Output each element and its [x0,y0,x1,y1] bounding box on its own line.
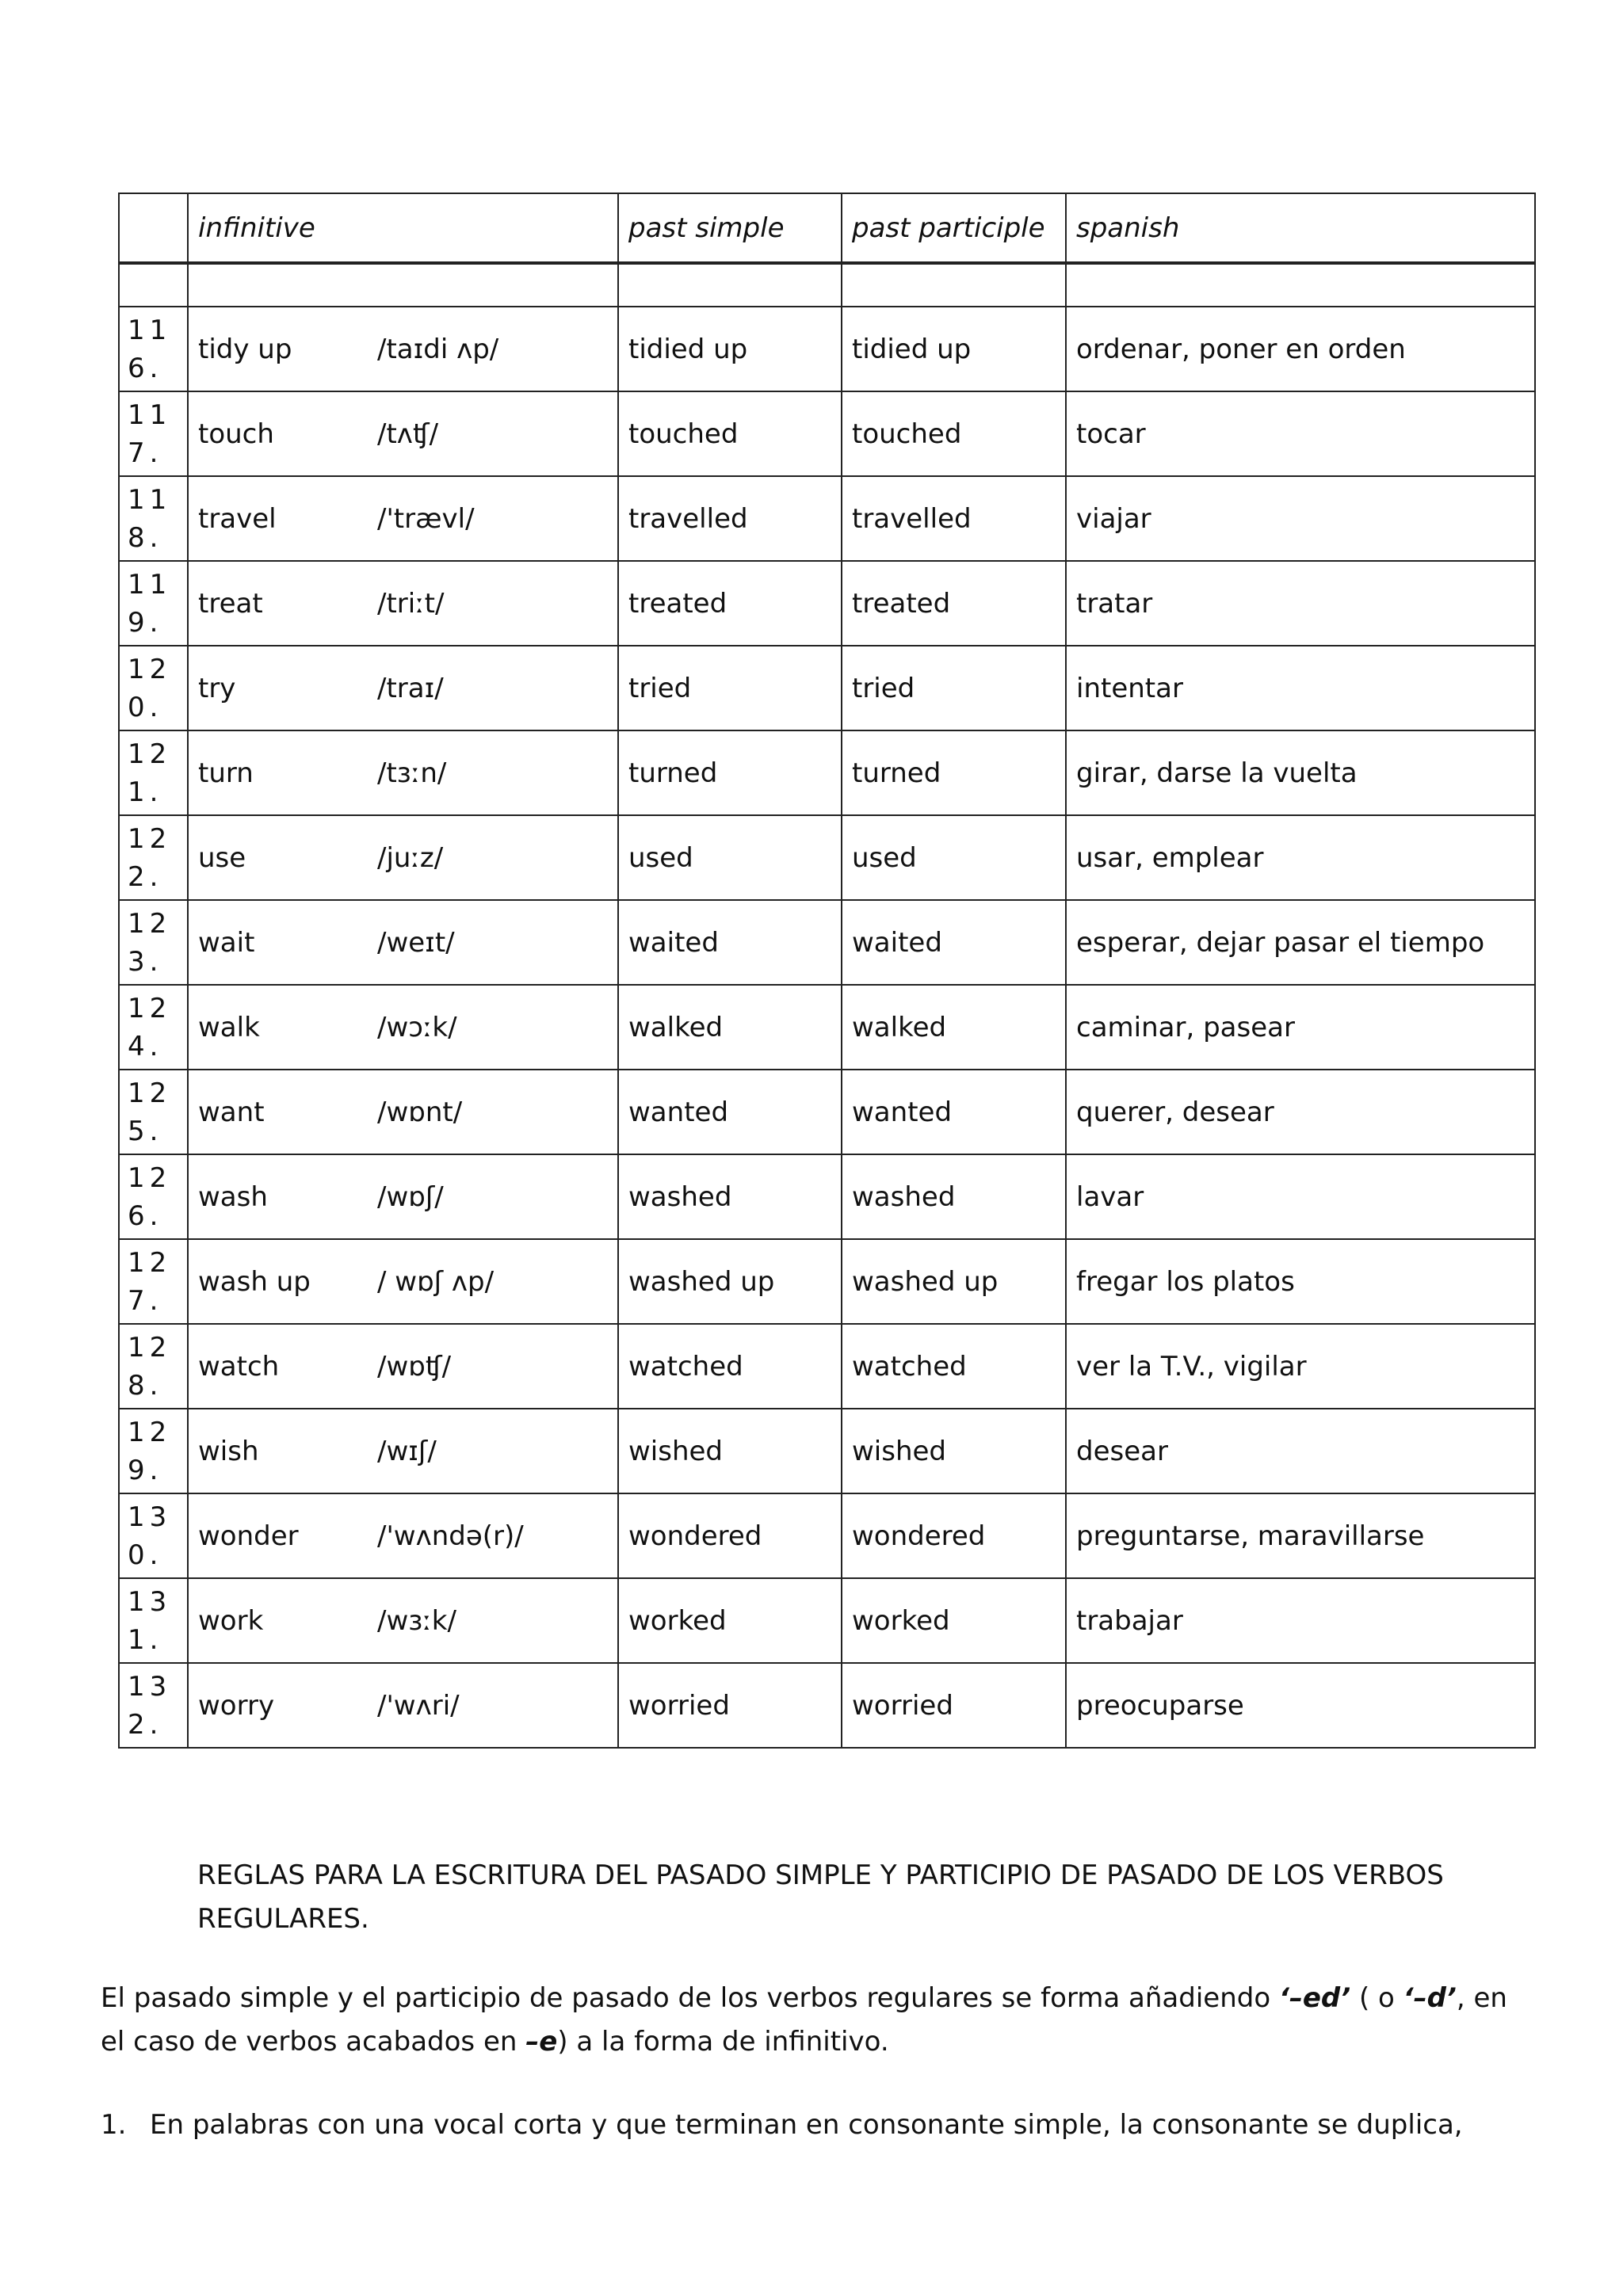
verb-infinitive: tidy up [198,333,292,365]
verb-phonetic: /tʌʧ/ [377,418,439,450]
past-simple-cell: treated [618,561,842,646]
row-number: 12 5. [119,1070,188,1154]
infinitive-cell [188,815,618,900]
table-row [119,985,1535,1070]
infinitive-cell [188,476,618,561]
infinitive-cell [188,1324,618,1409]
past-participle-cell: travelled [842,476,1066,561]
past-participle-cell: wished [842,1409,1066,1493]
verb-phonetic: /triːt/ [377,587,445,620]
table-row [119,476,1535,561]
table-row [119,1324,1535,1409]
row-number: 13 0. [119,1493,188,1578]
spanish-cell: preocuparse [1066,1663,1535,1748]
table-row [119,646,1535,730]
verb-infinitive: wonder [198,1520,299,1552]
row-number: 12 9. [119,1409,188,1493]
past-simple-cell: worked [618,1578,842,1663]
row-number: 13 1. [119,1578,188,1663]
spanish-cell: caminar, pasear [1066,985,1535,1070]
verb-infinitive: wait [198,926,255,959]
past-participle-cell: watched [842,1324,1066,1409]
verb-phonetic: /wɒʃ/ [377,1180,444,1213]
verb-phonetic: /taɪdi ʌp/ [377,333,499,365]
rule-text: En palabras con una vocal corta y que terminan en consonante simple, la consonante se duplica, [150,2109,1463,2141]
past-participle-cell: turned [842,730,1066,815]
verb-phonetic: /juːz/ [377,841,444,874]
row-number: 11 8. [119,476,188,561]
table-row [119,1493,1535,1578]
header-num [119,193,188,263]
table-row [119,391,1535,476]
table-row [119,1070,1535,1154]
verb-infinitive: wish [198,1435,259,1467]
infinitive-cell [188,1239,618,1324]
past-participle-cell: worked [842,1578,1066,1663]
verb-infinitive: travel [198,502,277,535]
verb-infinitive: wash [198,1180,268,1213]
header-past-simple: past simple [618,193,842,263]
row-number: 12 4. [119,985,188,1070]
verb-phonetic: /traɪ/ [377,672,444,704]
verb-phonetic: /'trævl/ [377,502,475,535]
row-number: 11 9. [119,561,188,646]
spanish-cell: fregar los platos [1066,1239,1535,1324]
past-participle-cell: treated [842,561,1066,646]
row-number: 12 1. [119,730,188,815]
infinitive-cell [188,307,618,391]
infinitive-cell [188,900,618,985]
infinitive-cell [188,1154,618,1239]
spanish-cell: preguntarse, maravillarse [1066,1493,1535,1578]
past-simple-cell: tidied up [618,307,842,391]
past-simple-cell: washed up [618,1239,842,1324]
header-infinitive: infinitive [188,193,618,263]
verb-infinitive: wash up [198,1265,311,1298]
table-row [119,1239,1535,1324]
row-number: 12 8. [119,1324,188,1409]
infinitive-cell [188,646,618,730]
rules-title: REGLAS PARA LA ESCRITURA DEL PASADO SIMPLE Y PARTICIPIO DE PASADO DE LOS VERBOS REGULARES. [197,1859,1444,1935]
table-row [119,1409,1535,1493]
past-participle-cell: worried [842,1663,1066,1748]
row-number: 11 7. [119,391,188,476]
table-row [119,1154,1535,1239]
table-row [119,815,1535,900]
verb-phonetic: /'wʌndə(r)/ [377,1520,524,1552]
row-number: 12 3. [119,900,188,985]
past-participle-cell: tidied up [842,307,1066,391]
spanish-cell: ver la T.V., vigilar [1066,1324,1535,1409]
verb-phonetic: /'wʌri/ [377,1689,460,1722]
past-participle-cell: tried [842,646,1066,730]
row-number: 12 0. [119,646,188,730]
infinitive-cell [188,391,618,476]
verb-infinitive: walk [198,1011,260,1043]
infinitive-cell [188,1070,618,1154]
past-participle-cell: wondered [842,1493,1066,1578]
infinitive-cell [188,985,618,1070]
past-simple-cell: turned [618,730,842,815]
spanish-cell: viajar [1066,476,1535,561]
verb-infinitive: work [198,1604,264,1637]
past-simple-cell: travelled [618,476,842,561]
table-row [119,730,1535,815]
row-number: 13 2. [119,1663,188,1748]
past-simple-cell: waited [618,900,842,985]
verb-phonetic: /wɒʧ/ [377,1350,452,1383]
verb-phonetic: / wɒʃ ʌp/ [377,1265,495,1298]
verb-phonetic: /tɜːn/ [377,757,447,789]
spanish-cell: trabajar [1066,1578,1535,1663]
verb-phonetic: /weɪt/ [377,926,455,959]
infinitive-cell [188,561,618,646]
past-participle-cell: washed up [842,1239,1066,1324]
row-number: 12 2. [119,815,188,900]
past-simple-cell: wished [618,1409,842,1493]
row-number: 12 7. [119,1239,188,1324]
past-simple-cell: walked [618,985,842,1070]
spanish-cell: querer, desear [1066,1070,1535,1154]
past-participle-cell: wanted [842,1070,1066,1154]
spanish-cell: tocar [1066,391,1535,476]
verb-phonetic: /wɔːk/ [377,1011,457,1043]
past-simple-cell: touched [618,391,842,476]
rules-intro: El pasado simple y el participio de pasado de los verbos regulares se forma añadiendo ‘–ed’ ( o ‘–d’, en el caso de verbos acabados en –e) a la forma de infinitivo. [101,1982,1507,2058]
verb-infinitive: watch [198,1350,280,1383]
header-spanish: spanish [1066,193,1535,263]
past-participle-cell: touched [842,391,1066,476]
verb-infinitive: treat [198,587,263,620]
verb-infinitive: touch [198,418,274,450]
verb-phonetic: /wɪʃ/ [377,1435,437,1467]
past-simple-cell: wanted [618,1070,842,1154]
table-blank-row [119,263,1535,307]
spanish-cell: ordenar, poner en orden [1066,307,1535,391]
past-simple-cell: worried [618,1663,842,1748]
verb-phonetic: /wɒnt/ [377,1096,463,1128]
spanish-cell: lavar [1066,1154,1535,1239]
past-simple-cell: watched [618,1324,842,1409]
table-row [119,900,1535,985]
past-simple-cell: used [618,815,842,900]
spanish-cell: intentar [1066,646,1535,730]
past-participle-cell: washed [842,1154,1066,1239]
verb-phonetic: /wɜːk/ [377,1604,456,1637]
past-participle-cell: walked [842,985,1066,1070]
verb-infinitive: use [198,841,246,874]
infinitive-cell [188,1663,618,1748]
list-marker: 1. [101,2109,127,2141]
rule-item-1 [101,2103,1543,2147]
infinitive-cell [188,730,618,815]
verb-infinitive: want [198,1096,265,1128]
table-row [119,561,1535,646]
spanish-cell: girar, darse la vuelta [1066,730,1535,815]
past-participle-cell: waited [842,900,1066,985]
verb-infinitive: turn [198,757,254,789]
row-number: 11 6. [119,307,188,391]
table-row [119,1578,1535,1663]
past-simple-cell: washed [618,1154,842,1239]
verb-table [118,193,1536,1749]
past-simple-cell: tried [618,646,842,730]
spanish-cell: esperar, dejar pasar el tiempo [1066,900,1535,985]
table-header-row [119,193,1535,263]
spanish-cell: desear [1066,1409,1535,1493]
spanish-cell: tratar [1066,561,1535,646]
verb-infinitive: try [198,672,236,704]
table-row [119,1663,1535,1748]
spanish-cell: usar, emplear [1066,815,1535,900]
infinitive-cell [188,1493,618,1578]
past-simple-cell: wondered [618,1493,842,1578]
table-row [119,307,1535,391]
verb-infinitive: worry [198,1689,275,1722]
infinitive-cell [188,1578,618,1663]
past-participle-cell: used [842,815,1066,900]
infinitive-cell [188,1409,618,1493]
row-number: 12 6. [119,1154,188,1239]
header-past-participle: past participle [842,193,1066,263]
